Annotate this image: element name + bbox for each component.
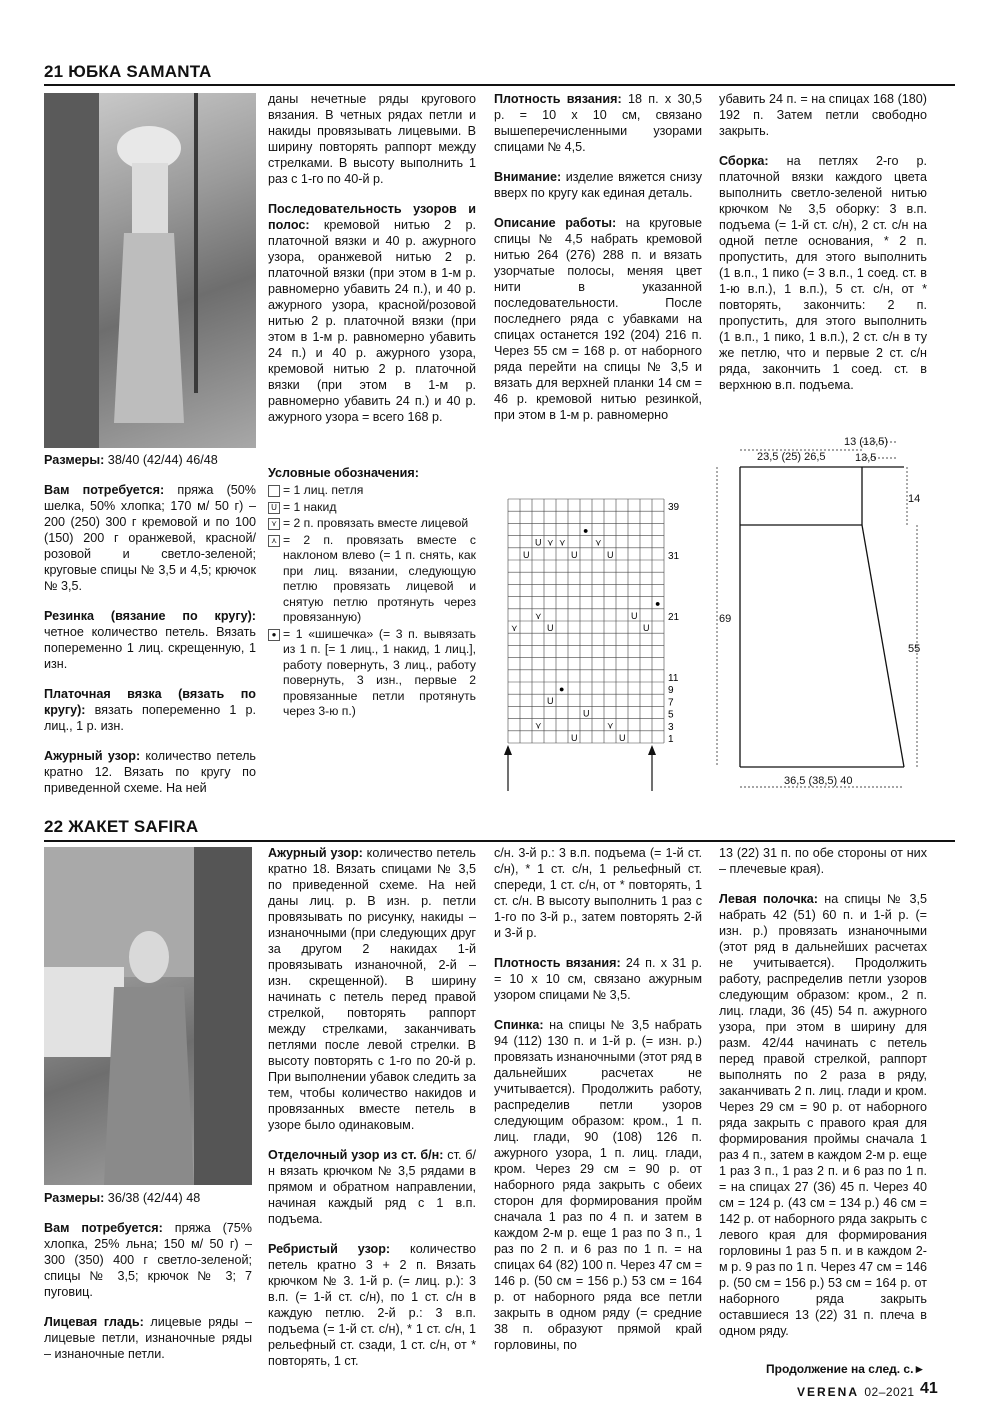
chart-row-label: 9 bbox=[668, 685, 674, 697]
s22-column-2 bbox=[268, 845, 476, 1383]
paragraph-text: кремовой нитью 2 р. платочной вязки и 40 р. ажурного узора, оранжевой нитью 2 р. платочной вязки (при этом в 1-м р. равномерно убавить 24 п.), и 40 р. ажурного узора, красной/розовой нитью 2 р. платочной вязки (при этом в 1-м р. равномерно убавить 24 п.) и 40 р. ажурного узора, кремовой нитью 2 р. платочной вязки (при этом в 1-м р. равномерно убавить 24 п.) и 40 р. ажурного узора = всего 168 р. bbox=[268, 218, 476, 424]
legend-symbol-icon: ⋏ bbox=[268, 535, 280, 547]
paragraph bbox=[494, 91, 702, 155]
chart-row-label: 5 bbox=[668, 709, 674, 721]
paragraph-label: Спинка: bbox=[494, 1018, 544, 1032]
arrow-head-icon bbox=[648, 745, 656, 755]
paragraph-label: Плотность вязания: bbox=[494, 92, 622, 106]
paragraph-text: ст. б/н вязать крючком № 3,5 рядами в прямом и обратном направлении, начиная каждый ряд с 1 в.п. подъема. bbox=[268, 1148, 476, 1226]
legend-symbol-icon: U bbox=[268, 502, 280, 514]
paragraph bbox=[719, 845, 927, 877]
section-22-title: 22 ЖАКЕТ SAFIRA bbox=[44, 817, 199, 836]
legend-text: = 1 лиц. петля bbox=[283, 483, 364, 497]
paragraph-label: Плотность вязания: bbox=[494, 956, 621, 970]
paragraph bbox=[268, 1147, 476, 1227]
paragraph bbox=[44, 1220, 252, 1300]
chart-symbol-icon: ⋎ bbox=[559, 537, 566, 548]
paragraph-text: убавить 24 п. = на спицах 168 (180) 192 п. Затем петли свободно закрыть. bbox=[719, 92, 927, 138]
chart-symbol-icon: U bbox=[547, 623, 554, 633]
legend-item bbox=[268, 500, 476, 516]
chart-symbol-icon: U bbox=[619, 732, 626, 743]
paragraph-text: даны нечетные ряды кругового вязания. В четных рядах петли и накиды провязывать лицевыми. В ширину повторять раппорт между стрелками. В высоту выполнить 1 раз с 1-го по 40-й р. bbox=[268, 92, 476, 186]
legend-item bbox=[268, 483, 476, 499]
paragraph-text: количество петель кратно 12. Вязать по кругу по приведенной схеме. На ней bbox=[44, 749, 256, 795]
legend-text: = 2 п. провязать вместе лицевой bbox=[283, 516, 469, 530]
paragraph-label: Ажурный узор: bbox=[268, 846, 363, 860]
page-number: 41 bbox=[920, 1380, 938, 1397]
paragraph bbox=[268, 845, 476, 1133]
paragraph-text: на круговые спицы № 4,5 набрать кремовой нитью 264 (276) 288 п. и вязать узорчатые полосы, меняя цвет нити в указанной последовательности. После последнего ряда с убавками на спицах останется 192 (204) 216 п. Через 55 см = 168 р. от наборного ряда перейти на спицы № 3,5 и вязать для верхней планки 14 см = 46 р. кремовой нитью резинкой, при этом в 1-м р. равномерно bbox=[494, 216, 702, 422]
chart-symbol-icon: ⋎ bbox=[607, 720, 614, 731]
paragraph-label: Внимание: bbox=[494, 170, 562, 184]
chart-symbol-icon: ● bbox=[655, 598, 661, 609]
paragraph-text: 36/38 (42/44) 48 bbox=[104, 1191, 201, 1205]
chart-symbol-icon: ● bbox=[559, 684, 565, 694]
chart-row-label: 21 bbox=[668, 612, 680, 623]
paragraph-text: 38/40 (42/44) 46/48 bbox=[104, 453, 218, 467]
chart-symbol-icon: ⋎ bbox=[547, 537, 554, 548]
s22-column-3 bbox=[494, 845, 702, 1367]
paragraph bbox=[494, 215, 702, 423]
jacket-photo bbox=[44, 847, 252, 1185]
paragraph-label: Сборка: bbox=[719, 154, 769, 168]
paragraph bbox=[494, 845, 702, 941]
chart-row-label: 39 bbox=[668, 502, 680, 514]
legend-symbol-icon: ● bbox=[268, 629, 280, 641]
paragraph-label: Лицевая гладь: bbox=[44, 1315, 144, 1329]
paragraph-label: Ребристый узор: bbox=[268, 1242, 391, 1256]
paragraph-text: количество петель кратно 3 + 2 п. Вязать крючком № 3. 1-й р. (= лиц. р.): 3 в.п. (= 1-й ст. с/н), по 1 ст. с/н в каждую петлю. 2-й р.: 3 в.п. подъема (= 1-й ст. с/н), * 1 ст. с/н, 1 рельефный ст. сзади, 1 ст. с/н, от * повторять, 1 ст. bbox=[268, 1242, 476, 1368]
chart-symbol-icon: U bbox=[643, 623, 650, 633]
chart-symbol-icon: U bbox=[583, 708, 590, 719]
paragraph-label: Отделочный узор из ст. б/н: bbox=[268, 1148, 444, 1162]
paragraph-label: Вам потребуется: bbox=[44, 1221, 163, 1235]
schema-band: 14 bbox=[908, 493, 921, 505]
legend-item bbox=[268, 533, 476, 626]
paragraph-label: Последовательность узоров и полос: bbox=[268, 202, 476, 232]
paragraph-text: вязать попеременно 1 р. лиц., 1 р. изн. bbox=[44, 703, 256, 733]
chart-symbol-icon: U bbox=[631, 610, 638, 621]
paragraph-text: изделие вяжется снизу вверх по кругу как единая деталь. bbox=[494, 170, 702, 200]
chart-row-label: 7 bbox=[668, 697, 674, 709]
chart-symbol-icon: U bbox=[571, 549, 578, 560]
arrow-head-icon bbox=[504, 745, 512, 755]
schema-total: 69 bbox=[719, 613, 732, 625]
chart-symbol-icon: U bbox=[535, 537, 542, 548]
legend bbox=[268, 465, 476, 720]
paragraph-text: на петлях 2-го р. платочной вязки каждого цвета выполнить светло-зеленой нитью крючком № 3,5 оборку: 3 в.п. подъема (= 1-й ст. с/н), 2 ст. с/н на одной петле основания, * 2 п. пропустить, для этого выполнить (1 в.п., 1 пико (= 3 в.п., 1 соед. ст. в 1-ю в.п.), 1 в.п.), 5 ст. с/н, от * повторять, закончить: 2 п. пропустить, для этого выполнить (1 в.п., 1 пико, 1 в.п.), 2 ст. с/н в ту же петлю, что и первые 2 ст. с/н ряда, закончить 1 соед. ст. в верхнюю в.п. подъема. bbox=[719, 154, 927, 392]
legend-symbol-icon: ⋎ bbox=[268, 518, 280, 530]
chart-symbol-icon: U bbox=[571, 732, 578, 743]
section-divider bbox=[44, 84, 955, 86]
chart-symbol-icon: U bbox=[607, 549, 614, 560]
paragraph-text: пряжа (50% шелка, 50% хлопка; 170 м/ 50 г) – 200 (250) 300 г кремовой и по 100 (150) 200 г оранжевой, красной/розовой и светло-зеленой; круговые спицы № 3,5 и 4,5; крючок № 3,5. bbox=[44, 483, 257, 593]
paragraph bbox=[719, 891, 927, 1339]
paragraph-text: количество петель кратно 18. Вязать спицами № 3,5 по приведенной схеме. На ней даны лиц. р. В изн. р. петли провязывать по рисунку, накиды – изнаночными (при следующих друг за другом 2 накидах 1-й провязывать изнаночной, 2-й – изн. скрещенной). В ширину начинать с петель перед правой стрелкой, повторять раппорт между стрелками, заканчивать петлями после левой стрелки. В высоту повторять с 1-го по 20-й р. При выполнении убавок следить за тем, чтобы количество накидов и провязанных вместе петель в узоре было одинаковым. bbox=[268, 846, 476, 1132]
chart-row-label: 3 bbox=[668, 721, 674, 733]
chart-row-label: 11 bbox=[668, 673, 679, 684]
chart-symbol-icon: ⋎ bbox=[535, 720, 542, 731]
legend-text: = 1 «шишечка» (= 3 п. вывязать из 1 п. [= 1 лиц., 1 накид, 1 лиц.], работу повернуть, 3 лиц., работу повернуть, 3 изн., первые 2 провязанные петли протянуть через 3-ю п.) bbox=[283, 626, 476, 718]
legend-text: = 1 накид bbox=[283, 499, 337, 514]
schema-body: 55 bbox=[908, 643, 921, 655]
paragraph-text: на спицы № 3,5 набрать 94 (112) 130 п. и 1-й р. (= изн. р.) провязать изнаночными (этот ряд в дальнейших расчетах не учитывается). Продолжить работу, распределив петли узоров следующим образом: кром., 1 п. лиц. глади, 90 (108) 126 п. ажурного узора, 1 п. лиц. глади, кром. Через 29 см = 90 р. от наборного ряда закрыть с обеих сторон для формирования пройм сначала 1 раз по 4 п. и затем в каждом 2-м р. еще 1 раз по 3 п., 1 раз по 2 п. и 6 раз по 1 п. = на спицах 64 (82) 100 п. Через 47 см = 146 р. (50 см = 156 р.) 53 см = 164 р. от наборного ряда все петли закрыть в одном ряду (= средние 38 п. образуют прямой край горловины, по bbox=[494, 1018, 702, 1352]
paragraph-text: на спицы № 3,5 набрать 42 (51) 60 п. и 1-й р. (= изн. р.) провязать изнаночными (этот ряд в дальнейших расчетах не учитывается). Продолжить работу, распределив петли узоров следующим образом: кром., 2 п. лиц. глади, 36 (45) 54 п. ажурного узора, при этом в ширину для разм. 42/44 начинать с петель перед правой стрелкой, раппорт выполнять по 2 раза в ряду, заканчивать 2 п. лиц. глади и кром. Через 29 см = 90 р. от наборного ряда закрыть с правого края для формирования проймы сначала 1 раз 4 п., затем в каждом 2-м р. еще 1 раз 3 п., 1 раз 2 п. и 6 раз по 1 п. = на спицах 27 (36) 45 п. Через 40 см = 124 р. (43 см = 134 р.) 46 см = 142 р. от наборного ряда закрыть с левого края для формирования горловины 1 раз 5 п. и в каждом 2-м р. 9 раз по 1 п. Через 47 см = 146 р. (50 см = 156 р.) 53 см = 164 р. от наборного ряда закрыть оставшиеся 13 (22) 31 п. плеча в одном ряду. bbox=[719, 892, 928, 1338]
legend-text: = 2 п. провязать вместе с наклоном влево (= 1 п. снять, как при лиц. вязании, следующую петлю провязать лицевой и снятую петлю протянуть через провязанную) bbox=[283, 532, 476, 624]
paragraph-label: Вам потребуется: bbox=[44, 483, 165, 497]
schema-side-top: 13 (13,5) bbox=[844, 436, 889, 448]
chart-row-label: 31 bbox=[668, 551, 680, 562]
magazine-name: VERENA bbox=[797, 1385, 860, 1399]
paragraph bbox=[494, 1017, 702, 1353]
s21-column-1 bbox=[44, 452, 256, 810]
paragraph bbox=[44, 748, 256, 796]
paragraph-text: пряжа (75% хлопка, 25% льна; 150 м/ 50 г) – 300 (350) 400 г светло-зеленой; спицы № 3,5; крючок № 3; 7 пуговиц. bbox=[44, 1221, 253, 1299]
paragraph bbox=[44, 686, 256, 734]
chart-symbol-icon: U bbox=[523, 549, 530, 560]
s21-column-3 bbox=[494, 91, 702, 437]
paragraph bbox=[268, 1241, 476, 1369]
chart-symbol-icon: ● bbox=[583, 525, 589, 536]
schema-top-width: 23,5 (25) 26,5 bbox=[757, 451, 826, 463]
skirt-photo bbox=[44, 93, 256, 448]
section-divider bbox=[44, 840, 955, 842]
paragraph-label: Описание работы: bbox=[494, 216, 617, 230]
paragraph-text: 24 п. х 31 р. = 10 х 10 см, связано ажурным узором спицами № 3,5. bbox=[494, 956, 702, 1002]
paragraph-label: Ажурный узор: bbox=[44, 749, 141, 763]
paragraph bbox=[44, 482, 256, 594]
footer-magazine bbox=[797, 1385, 915, 1399]
paragraph-text: 13 (22) 31 п. по обе стороны от них – плечевые края). bbox=[719, 846, 927, 876]
continue-note: Продолжение на след. с.► bbox=[766, 1362, 926, 1376]
schema-side-top2: 13,5 bbox=[855, 452, 877, 464]
legend-item bbox=[268, 627, 476, 720]
knitting-chart bbox=[496, 495, 686, 805]
paragraph bbox=[268, 201, 476, 425]
skirt-schema bbox=[712, 430, 957, 810]
chart-symbol-icon: ⋎ bbox=[595, 537, 602, 548]
paragraph bbox=[494, 955, 702, 1003]
paragraph-text: лицевые ряды – лицевые петли, изнаночные ряды – изнаночные петли. bbox=[44, 1315, 252, 1361]
schema-bottom: 36,5 (38,5) 40 bbox=[784, 775, 853, 787]
chart-grid bbox=[508, 499, 664, 743]
chart-symbol-icon: U bbox=[547, 696, 554, 707]
paragraph-text: четное количество петель. Вязать попеременно 1 лиц. скрещенную, 1 изн. bbox=[44, 625, 256, 671]
s21-column-2 bbox=[268, 91, 476, 721]
s22-column-1 bbox=[44, 1190, 252, 1376]
s21-column-4 bbox=[719, 91, 927, 407]
paragraph-label: Левая полочка: bbox=[719, 892, 819, 906]
paragraph bbox=[44, 1314, 252, 1362]
paragraph-text: с/н. 3-й р.: 3 в.п. подъема (= 1-й ст. с/н), * 1 ст. с/н, 1 рельефный ст. спереди, 1 ст. с/н, от * повторять, 1 ст. с/н. В высоту выполнить 1 раз с 1-го по 3-й р., затем повторять 2-й и 3-й р. bbox=[494, 846, 702, 940]
section-21-title: 21 ЮБКА SAMANTA bbox=[44, 62, 212, 81]
legend-title: Условные обозначения: bbox=[268, 466, 419, 480]
paragraph bbox=[494, 169, 702, 201]
s22-column-4 bbox=[719, 845, 927, 1353]
paragraph-text: 18 п. х 30,5 р. = 10 х 10 см, связано вышеперечисленными узорами спицами № 4,5. bbox=[494, 92, 702, 154]
chart-symbol-icon: ⋎ bbox=[535, 610, 542, 621]
paragraph-label: Размеры: bbox=[44, 453, 105, 467]
jacket-photo-illustration bbox=[44, 847, 252, 1185]
paragraph-label: Резинка (вязание по кругу): bbox=[44, 609, 256, 623]
paragraph-label: Размеры: bbox=[44, 1191, 105, 1205]
skirt-photo-illustration bbox=[44, 93, 256, 448]
chart-row-label: 1 bbox=[668, 734, 674, 745]
paragraph bbox=[719, 91, 927, 139]
paragraph bbox=[268, 91, 476, 187]
chart-symbol-icon: ⋎ bbox=[511, 623, 518, 633]
paragraph bbox=[719, 153, 927, 393]
paragraph bbox=[44, 452, 256, 468]
paragraph-label: Платочная вязка (вязать по кругу): bbox=[44, 687, 256, 717]
legend-symbol-icon bbox=[268, 485, 280, 497]
paragraph bbox=[44, 608, 256, 672]
legend-item bbox=[268, 516, 476, 532]
paragraph bbox=[44, 1190, 252, 1206]
issue-number: 02–2021 bbox=[864, 1385, 915, 1399]
